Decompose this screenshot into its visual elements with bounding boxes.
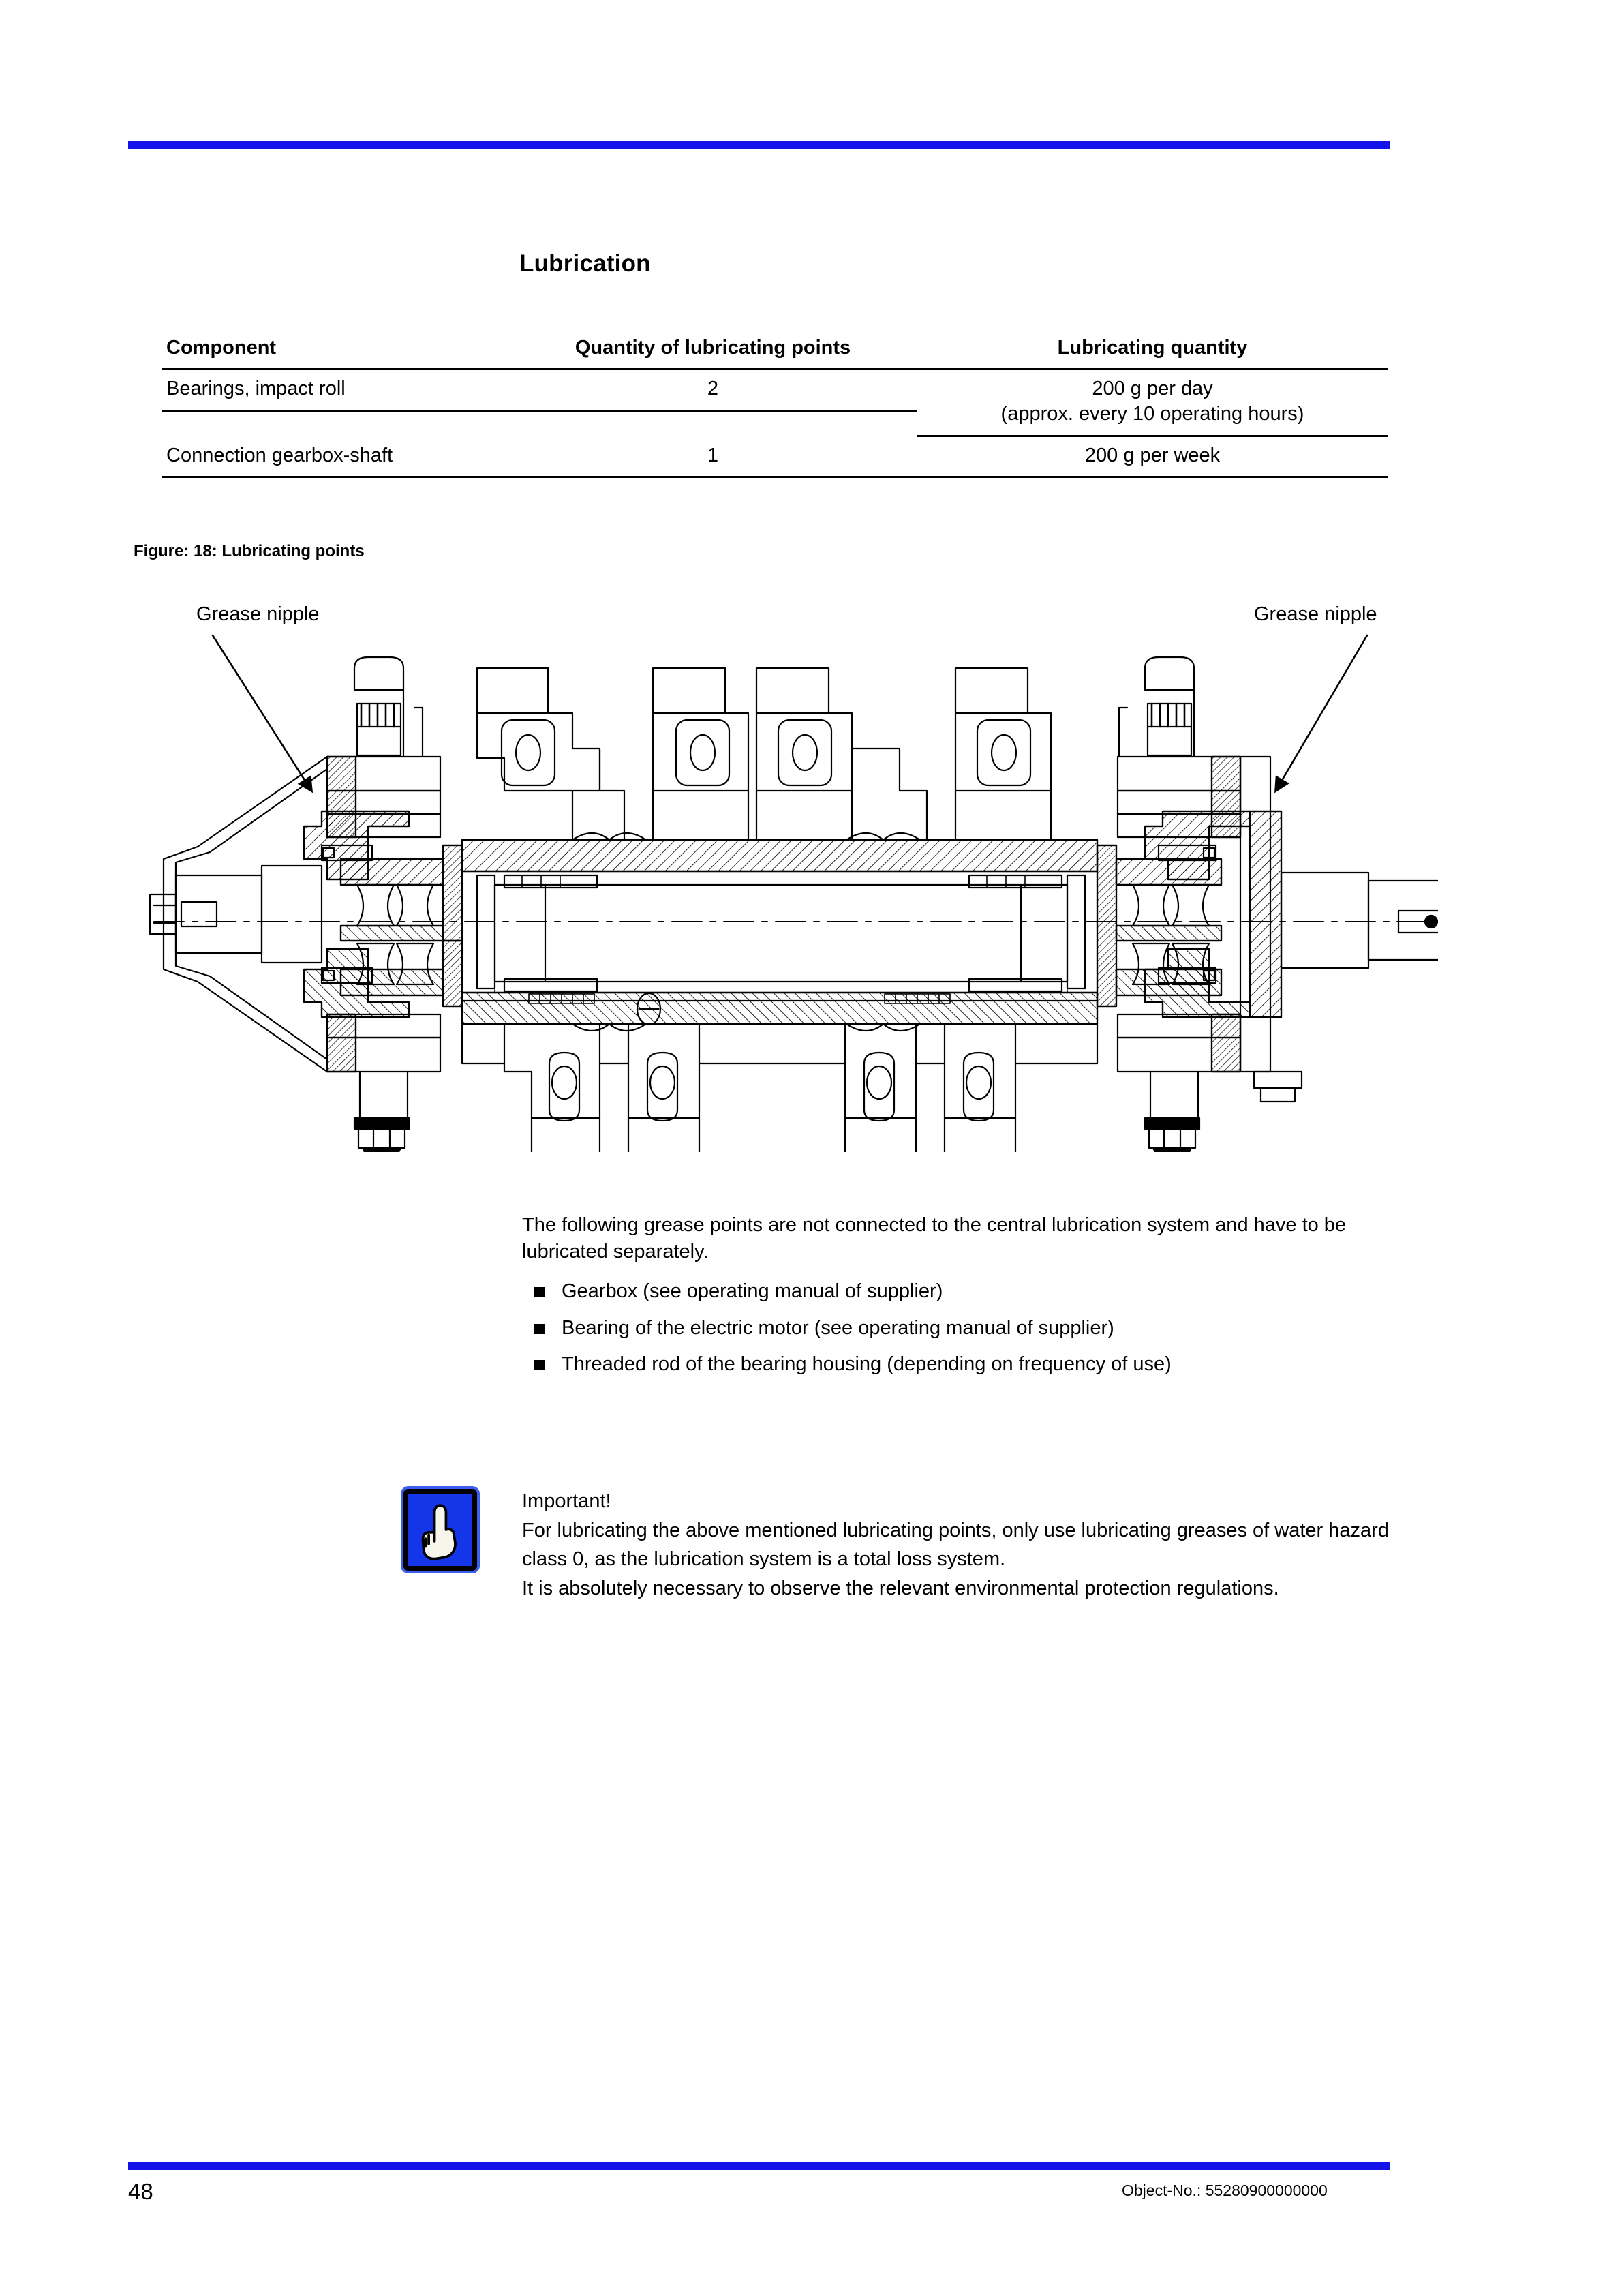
right-end-flange: [1240, 757, 1302, 1102]
table-header-lubricating-quantity: Lubricating quantity: [917, 329, 1388, 370]
leader-line-right: [1276, 635, 1367, 791]
note-paragraph-1: For lubricating the above mentioned lubricating points, only use lubricating greases of water hazard class 0, as the lubrication system is a total loss system.: [522, 1519, 1389, 1571]
pointing-hand-icon: [403, 1489, 477, 1571]
footer-rule: [128, 2162, 1390, 2170]
callout-label-grease-nipple-left: Grease nipple: [196, 603, 320, 625]
table-header-cell-quantity: [508, 329, 917, 370]
row-1-quantity-points: 1: [508, 437, 917, 478]
impact-blades-lower: [462, 1024, 1097, 1152]
table-cell-component: [162, 370, 508, 437]
left-cone-guard: [164, 757, 327, 1072]
table-header-cell-component: [162, 329, 508, 370]
important-note-text: [522, 1487, 1401, 1603]
square-bullet-icon: [534, 1287, 545, 1297]
grease-points-list: [522, 1278, 1394, 1378]
list-item-label: Threaded rod of the bearing housing (depending on frequency of use): [562, 1353, 1172, 1376]
grease-nipple-left: [354, 657, 423, 757]
roll-shell: [462, 833, 1097, 1031]
body-copy: [522, 1212, 1394, 1388]
row-0-lubricating-quantity-line1: 200 g per day: [1092, 378, 1213, 400]
row-0-lubricating-quantity-line2: (approx. every 10 operating hours): [1000, 403, 1304, 425]
row-1-lubricating-quantity: 200 g per week: [917, 437, 1388, 478]
table-header-quantity-points: Quantity of lubricating points: [508, 329, 917, 370]
left-bearing-upper: [341, 859, 443, 941]
page-title: Lubrication: [519, 250, 651, 277]
table-cell-component: [162, 437, 508, 478]
page-number: 48: [128, 2179, 153, 2204]
left-shaft-stub: [150, 866, 322, 963]
list-item: [522, 1351, 1394, 1378]
figure-caption: Figure: 18: Lubricating points: [134, 542, 365, 560]
table-cell-lubricating-quantity: [917, 437, 1388, 478]
right-shaft-extension: [1281, 873, 1438, 968]
grease-plug-right: [1145, 1072, 1199, 1152]
list-item-label: Bearing of the electric motor (see operating manual of supplier): [562, 1316, 1114, 1339]
square-bullet-icon: [534, 1360, 545, 1370]
table-row: [162, 437, 1388, 478]
row-0-quantity-points: 2: [508, 370, 917, 412]
leader-line-left: [213, 635, 311, 791]
row-0-component: Bearings, impact roll: [162, 370, 508, 412]
square-bullet-icon: [534, 1324, 545, 1334]
table-header-row: [162, 329, 1388, 370]
table-cell-quantity: [508, 437, 917, 478]
impact-blades-upper: [477, 668, 1051, 840]
lubrication-table: [162, 329, 1388, 478]
object-number: Object-No.: 55280900000000: [1122, 2181, 1328, 2199]
right-bearing-housing: [1097, 657, 1438, 1152]
table-cell-quantity: [508, 370, 917, 437]
list-item: [522, 1278, 1394, 1305]
table-cell-lubricating-quantity: [917, 370, 1388, 437]
left-bearing-housing: [304, 657, 462, 1152]
row-0-lubricating-quantity: [917, 370, 1388, 437]
note-heading: Important!: [522, 1490, 611, 1512]
row-1-component: Connection gearbox-shaft: [162, 437, 508, 478]
technical-drawing-impact-roll: [123, 586, 1438, 1152]
grease-plug-left: [354, 1072, 409, 1152]
table-header-cell-lubricating-quantity: [917, 329, 1388, 370]
table-header-component: Component: [162, 329, 508, 370]
callout-label-grease-nipple-right: Grease nipple: [1254, 603, 1377, 625]
table-row: [162, 370, 1388, 437]
header-rule: [128, 141, 1390, 149]
list-item: [522, 1315, 1394, 1342]
list-item-label: Gearbox (see operating manual of supplier): [562, 1280, 943, 1303]
note-paragraph-2: It is absolutely necessary to observe the relevant environmental protection regulations.: [522, 1577, 1279, 1599]
intro-paragraph: The following grease points are not connected to the central lubrication system and have to be lubricated separately.: [522, 1214, 1347, 1263]
grease-nipple-right: [1119, 657, 1194, 757]
centerline-vertical: [495, 875, 1067, 993]
